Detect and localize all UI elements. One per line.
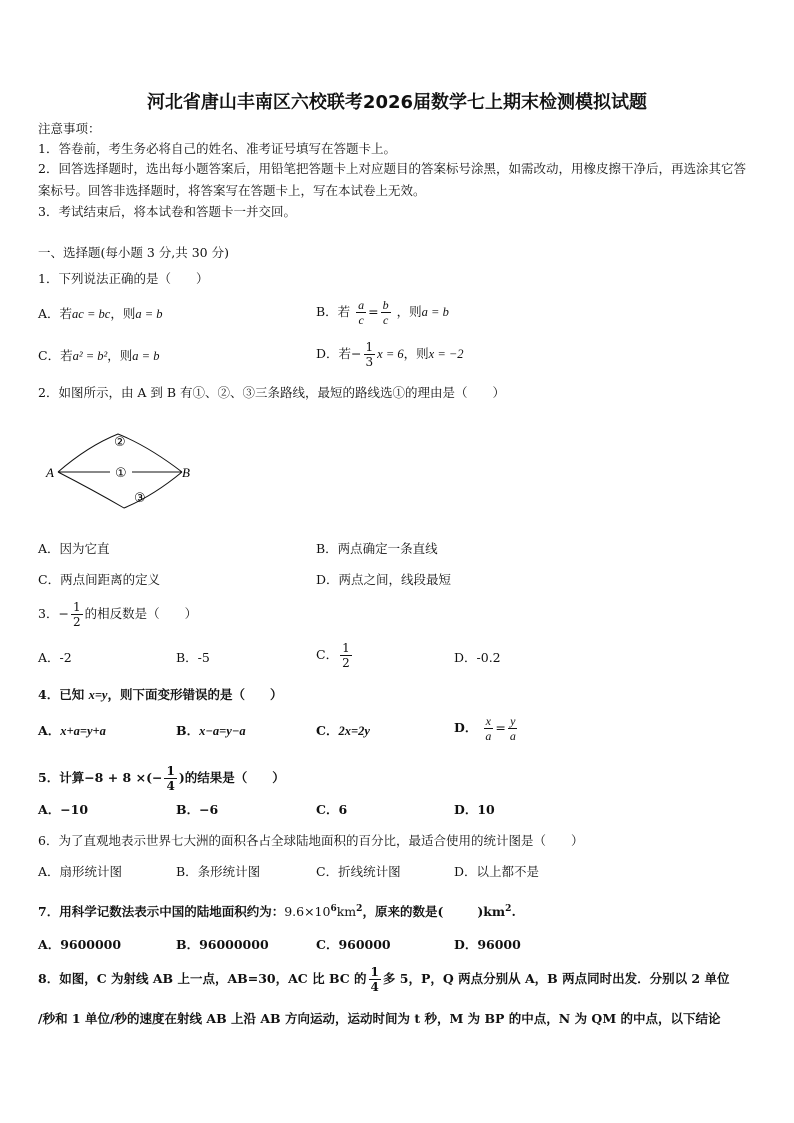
q1-b-fraction-2: $\frac{b}{c}$ (382, 298, 389, 327)
q7-option-b: B．96000000 (176, 937, 269, 952)
q6-option-b: B．条形统计图 (176, 864, 261, 879)
q5-option-c: C．6 (316, 802, 348, 817)
q6-option-a: A．扇形统计图 (38, 864, 123, 879)
q1-d-fraction: $\frac{1}{3}$ (365, 340, 374, 369)
q5-option-d: D．10 (454, 802, 495, 817)
q7-option-c: C．960000 (316, 937, 391, 952)
page-title: 河北省唐山丰南区六校联考2026届数学七上期末检测模拟试题 (146, 92, 648, 113)
q6-option-c: C．折线统计图 (316, 864, 401, 879)
q4-d-fraction-2: $\frac{y}{a}$ (509, 714, 516, 743)
q1-stem: 1．下列说法正确的是（ ） (38, 271, 209, 286)
q3-option-b: B．-5 (176, 650, 210, 665)
notice-item-3: 3．考试结束后，将本试卷和答题卡一并交回。 (38, 204, 296, 219)
route-1-label: ① (115, 466, 127, 481)
q1-b-fraction-1: $\frac{a}{c}$ (358, 298, 365, 327)
q8-line-1: 8．如图，C 为射线 AB 上一点，AB=30，AC 比 BC 的 $\frac{1}{4}$ 多 5，P，Q 两点分别从 A，B 两点同时出发．分别以 2 单位 (38, 965, 730, 994)
q5-stem: 5．计算−8 + 8 ×(− $\frac{1}{4}$ )的结果是（ ） (38, 764, 285, 793)
q4-option-d: D． $\frac{x}{a}$ = $\frac{y}{a}$ (454, 714, 516, 743)
notice-item-1: 1．答卷前，考生务必将自己的姓名、准考证号填写在答题卡上。 (38, 141, 396, 156)
q1-option-b: B．若 $\frac{a}{c}$ = $\frac{b}{c}$ ，则a = b (316, 298, 449, 327)
q3-option-c: C． $\frac{1}{2}$ (316, 641, 350, 670)
q7-stem: 7．用科学记数法表示中国的陆地面积约为：$9.6\times 10^6km^2$，原来的数是( )$km^2$. (38, 904, 516, 920)
q7-option-d: D．96000 (454, 937, 521, 952)
q1-option-d: D．若− $\frac{1}{3}$ x = 6，则x = −2 (316, 340, 464, 369)
q7-option-a: A．9600000 (38, 937, 122, 952)
q4-option-a: A．x+a=y+a (38, 723, 106, 738)
q2-option-a: A．因为它直 (38, 541, 110, 556)
q4-option-b: B．x−a=y−a (176, 723, 246, 738)
q3-c-fraction: $\frac{1}{2}$ (342, 641, 350, 670)
q4-d-fraction-1: $\frac{x}{a}$ (485, 714, 492, 743)
q2-option-b: B．两点确定一条直线 (316, 541, 438, 556)
q4-stem: 4．已知 x=y，则下面变形错误的是（ ） (38, 687, 283, 702)
route-2-label: ② (114, 435, 126, 450)
q2-option-d: D．两点之间，线段最短 (316, 572, 452, 587)
notice-item-2: 2．回答选择题时，选出每小题答案后，用铅笔把答题卡上对应题目的答案标号涂黑，如需改动，用橡皮擦干净后，再选涂其它答案标号。回答非选择题时，将答案写在答题卡上，写在本试卷上无效。 (38, 161, 746, 198)
q2-stem: 2．如图所示，由 A 到 B 有①、②、③三条路线，最短的路线选①的理由是（ ） (38, 385, 506, 400)
q6-stem: 6．为了直观地表示世界七大洲的面积各占全球陆地面积的百分比，最适合使用的统计图是（ ） (38, 833, 584, 848)
section-heading: 一、选择题(每小题 3 分,共 30 分) (38, 245, 229, 260)
point-a-label: A (46, 465, 54, 480)
q8-fraction: $\frac{1}{4}$ (370, 965, 379, 994)
point-b-label: B (182, 465, 190, 480)
q5-option-b: B．−6 (176, 802, 219, 817)
notice-heading: 注意事项： (38, 121, 101, 136)
q8-line-2: /秒和 1 单位/秒的速度在射线 AB 上沿 AB 方向运动，运动时间为 t 秒，M 为 BP 的中点，N 为 QM 的中点，以下结论 (38, 1011, 721, 1026)
q5-fraction: $\frac{1}{4}$ (166, 764, 175, 793)
q5-option-a: A．−10 (38, 802, 89, 817)
q2-option-c: C．两点间距离的定义 (38, 572, 161, 587)
q3-fraction: $\frac{1}{2}$ (72, 600, 81, 629)
q3-stem: 3．− $\frac{1}{2}$ 的相反数是（ ） (38, 600, 198, 629)
q1-option-a: A．若ac = bc，则a = b (38, 306, 163, 321)
q6-option-d: D．以上都不是 (454, 864, 540, 879)
q3-option-d: D．-0.2 (454, 650, 501, 665)
route-3-label: ③ (134, 491, 146, 506)
q4-option-c: C．2x=2y (316, 723, 370, 738)
q1-option-c: C．若a² = b²，则a = b (38, 348, 160, 363)
q3-option-a: A．-2 (38, 650, 72, 665)
route-diagram (38, 428, 208, 518)
